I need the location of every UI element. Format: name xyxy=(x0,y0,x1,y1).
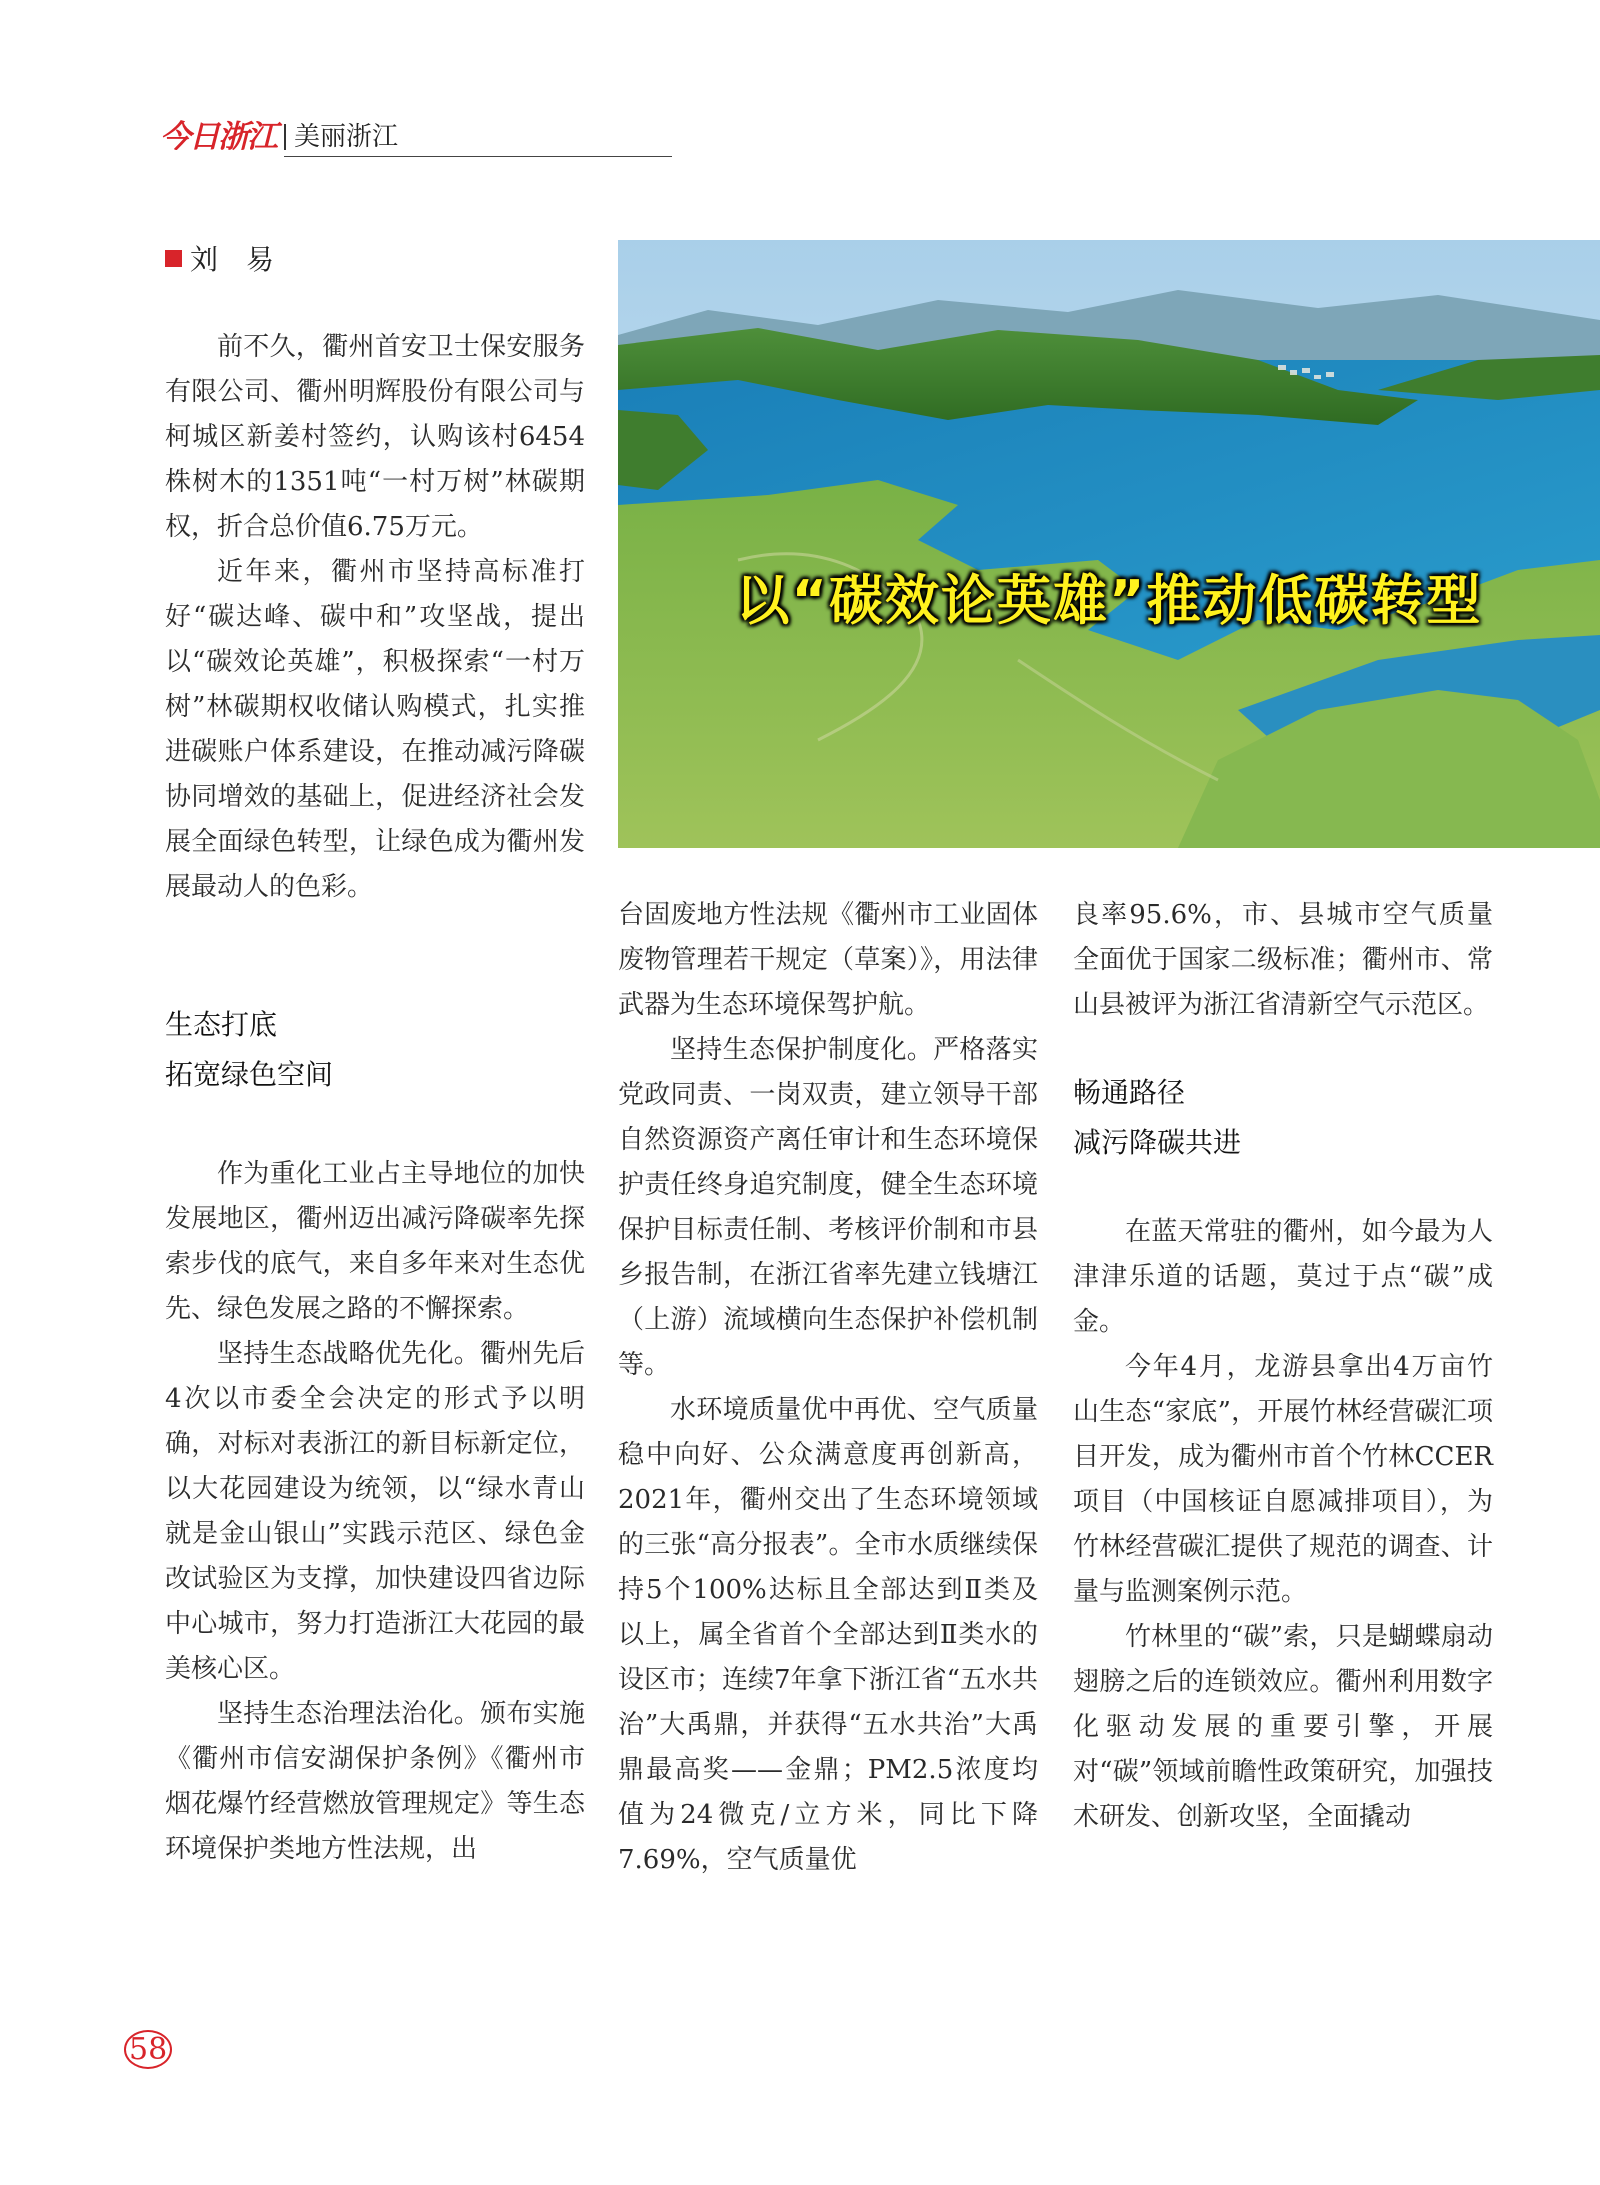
paragraph: 竹林里的“碳”索，只是蝴蝶扇动翅膀之后的连锁效应。衢州利用数字化驱动发展的重要引擎，开展对“碳”领域前瞻性政策研究，加强技术研发、创新攻坚，全面撬动 xyxy=(1073,1622,1493,1832)
lake-aerial-photo xyxy=(618,240,1600,848)
paragraph: 坚持生态治理法治化。颁布实施《衢州市信安湖保护条例》《衢州市烟花爆竹经营燃放管理规定》等生态环境保护类地方性法规，出 xyxy=(165,1699,585,1864)
column-1-section xyxy=(165,1000,585,1872)
paragraph: 坚持生态战略优先化。衢州先后4次以市委全会决定的形式予以明确，对标对表浙江的新目标新定位，以大花园建设为统领，以“绿水青山就是金山银山”实践示范区、绿色金改试验区为支撑，加快建设四省边际中心城市，努力打造浙江大花园的最美核心区。 xyxy=(165,1339,585,1684)
paragraph: 作为重化工业占主导地位的加快发展地区，衢州迈出减污降碳率先探索步伐的底气，来自多年来对生态优先、绿色发展之路的不懈探索。 xyxy=(165,1159,585,1324)
section-heading-line-2: 减污降碳共进 xyxy=(1073,1126,1242,1159)
header-separator xyxy=(284,124,286,150)
page-number xyxy=(124,2032,172,2067)
section-title: 美丽浙江 xyxy=(294,122,399,152)
paragraph: 水环境质量优中再优、空气质量稳中向好、公众满意度再创新高，2021年，衢州交出了生态环境领域的三张“高分报表”。全市水质继续保持5个100%达标且全部达到Ⅱ类及以上，属全省首个全部达到Ⅱ类水的设区市；连续7年拿下浙江省“五水共治”大禹鼎，并获得“五水共治”大禹鼎最高奖——金鼎；PM2.5浓度均值为24微克/立方米，同比下降7.69%，空气质量优 xyxy=(618,1395,1038,1875)
author-name: 刘 易 xyxy=(190,243,275,276)
section-heading-line-1: 生态打底 xyxy=(165,1008,278,1041)
section-heading-line-2: 拓宽绿色空间 xyxy=(165,1058,334,1091)
column-2 xyxy=(618,893,1038,1883)
page-header xyxy=(160,118,512,156)
paragraph: 在蓝天常驻的衢州，如今最为人津津乐道的话题，莫过于点“碳”成金。 xyxy=(1073,1217,1493,1337)
red-square-icon xyxy=(165,250,182,267)
paragraph-continued: 台固废地方性法规《衢州市工业固体废物管理若干规定（草案）》，用法律武器为生态环境保驾护航。 xyxy=(618,900,1038,1020)
paragraph: 前不久，衢州首安卫士保安服务有限公司、衢州明辉股份有限公司与柯城区新姜村签约，认购该村6454株树木的1351吨“一村万树”林碳期权，折合总价值6.75万元。 xyxy=(165,332,585,542)
paragraph: 坚持生态保护制度化。严格落实党政同责、一岗双责，建立领导干部自然资源资产离任审计和生态环境保护责任终身追究制度，健全生态环境保护目标责任制、考核评价制和市县乡报告制，在浙江省率先建立钱塘江（上游）流域横向生态保护补偿机制等。 xyxy=(618,1035,1038,1380)
magazine-logo: 今日浙江 xyxy=(160,119,276,155)
paragraph: 今年4月，龙游县拿出4万亩竹山生态“家底”，开展竹林经营碳汇项目开发，成为衢州市首个竹林CCER项目（中国核证自愿减排项目），为竹林经营碳汇提供了规范的调查、计量与监测案例示范。 xyxy=(1073,1352,1493,1607)
header-underline xyxy=(284,156,672,157)
article-headline: 以“碳效论英雄”推动低碳转型 xyxy=(735,569,1483,632)
column-3 xyxy=(1073,893,1493,1840)
author-byline xyxy=(165,240,274,280)
section-heading-line-1: 畅通路径 xyxy=(1073,1076,1186,1109)
column-1-intro xyxy=(165,325,585,910)
landscape-illustration xyxy=(618,240,1600,848)
paragraph-continued: 良率95.6%，市、县城市空气质量全面优于国家二级标准；衢州市、常山县被评为浙江省清新空气示范区。 xyxy=(1073,900,1493,1020)
paragraph: 近年来，衢州市坚持高标准打好“碳达峰、碳中和”攻坚战，提出以“碳效论英雄”，积极探索“一村万树”林碳期权收储认购模式，扎实推进碳账户体系建设，在推动减污降碳协同增效的基础上，促进经济社会发展全面绿色转型，让绿色成为衢州发展最动人的色彩。 xyxy=(165,557,585,902)
page-number-value: 58 xyxy=(124,2030,172,2069)
